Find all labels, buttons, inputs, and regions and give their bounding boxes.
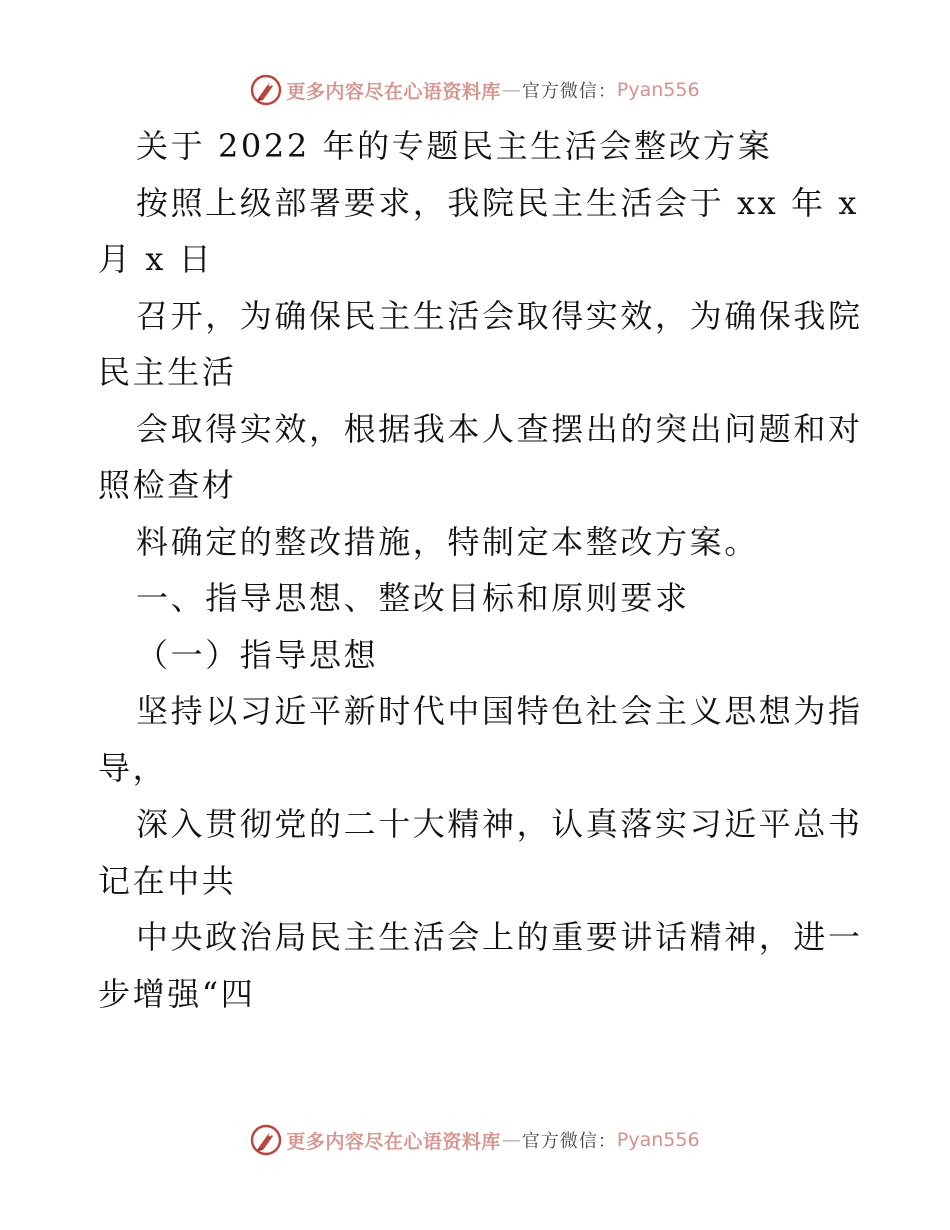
section-heading: 一、指导思想、整改目标和原则要求 xyxy=(136,579,690,617)
paragraph-line: 民主生活 xyxy=(98,353,237,391)
paragraph-line: 步增强“四 xyxy=(98,974,256,1013)
paragraph-line: 按照上级部署要求，我院民主生活会于 xx 年 x xyxy=(136,183,860,222)
paragraph-line: 召开，为确保民主生活会取得实效，为确保我院 xyxy=(136,296,863,335)
banner-wechat-label: 官方微信： xyxy=(521,81,617,102)
banner-wechat-label: 官方微信： xyxy=(521,1131,617,1152)
banner-text: 更多内容尽在心语资料库 xyxy=(286,80,501,103)
paragraph-line: 深入贯彻党的二十大精神，认真落实习近平总书 xyxy=(136,805,863,843)
paragraph-line: 中央政治局民主生活会上的重要讲话精神，进一 xyxy=(136,918,863,956)
pen-logo-icon xyxy=(250,74,282,106)
pen-logo-icon xyxy=(250,1124,282,1156)
subsection-heading: （一）指导思想 xyxy=(136,635,379,674)
paragraph-line: 导， xyxy=(98,748,168,787)
paragraph-line: 月 x 日 xyxy=(98,240,214,278)
document-title: 关于 2022 年的专题民主生活会整改方案 xyxy=(136,127,773,165)
paragraph-line: 照检查材 xyxy=(98,466,237,504)
footer-banner xyxy=(0,1120,950,1160)
paragraph-line: 记在中共 xyxy=(98,861,237,900)
banner-separator: — xyxy=(501,1129,521,1151)
header-banner xyxy=(0,70,950,110)
banner-wechat-handle: Pyan556 xyxy=(616,79,700,101)
paragraph-line: 坚持以习近平新时代中国特色社会主义思想为指 xyxy=(136,692,863,730)
banner-wechat-handle: Pyan556 xyxy=(616,1129,700,1151)
document-body xyxy=(98,118,863,1022)
banner-text: 更多内容尽在心语资料库 xyxy=(286,1130,501,1153)
paragraph-line: 会取得实效，根据我本人查摆出的突出问题和对 xyxy=(136,409,863,448)
banner-separator: — xyxy=(501,79,521,101)
paragraph-line: 料确定的整改措施，特制定本整改方案。 xyxy=(136,522,759,561)
